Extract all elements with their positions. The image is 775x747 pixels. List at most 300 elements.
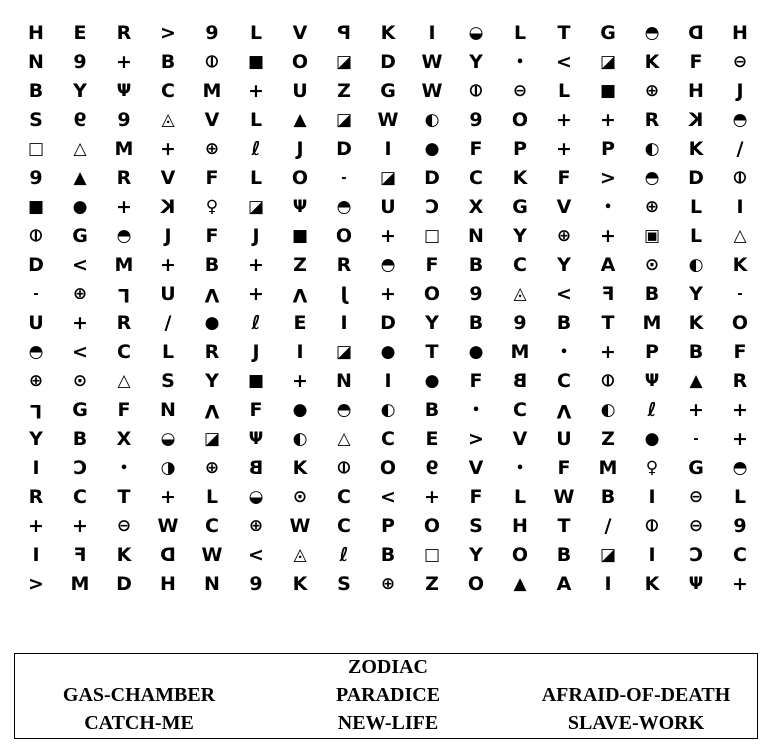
cipher-cell: ● — [292, 400, 308, 420]
cipher-cell: S — [161, 370, 175, 392]
cipher-cell: F — [73, 544, 87, 566]
cipher-cell: ● — [424, 139, 440, 159]
cipher-cell: + — [556, 138, 572, 160]
word-gas-chamber: GAS-CHAMBER — [62, 684, 216, 706]
cipher-cell: F — [469, 138, 483, 160]
cipher-cell: M — [114, 254, 134, 276]
cipher-cell: I — [32, 544, 40, 566]
cipher-cell: G — [512, 196, 528, 218]
cipher-cell: ▲ — [293, 110, 307, 130]
cipher-cell: C — [469, 167, 483, 189]
cipher-cell: O — [423, 515, 441, 537]
cipher-cell: B — [644, 283, 660, 305]
cipher-cell: X — [116, 428, 132, 450]
cipher-cell: ⦶ — [337, 458, 351, 478]
cipher-cell: ⊕ — [204, 458, 220, 478]
cipher-cell: O — [731, 312, 749, 334]
cipher-cell: Ψ — [292, 197, 308, 217]
cipher-cell: D — [160, 544, 176, 566]
cipher-cell: ■ — [247, 371, 265, 391]
cipher-cell: G — [72, 399, 88, 421]
cipher-cell: ⊕ — [204, 139, 220, 159]
cipher-cell: C — [73, 457, 87, 479]
cipher-cell: Y — [425, 312, 439, 334]
cipher-cell: ◑ — [160, 458, 176, 478]
cipher-cell: ⊖ — [512, 81, 528, 101]
cipher-cell: K — [380, 22, 396, 44]
word-slave-work: SLAVE-WORK — [567, 712, 705, 734]
word-new-life: NEW-LIFE — [337, 712, 439, 734]
cipher-cell: U — [160, 283, 176, 305]
cipher-cell: ● — [644, 429, 660, 449]
cipher-cell: △ — [337, 429, 351, 449]
cipher-cell: 9 — [513, 312, 527, 334]
cipher-cell: J — [736, 80, 744, 102]
cipher-cell: F — [117, 399, 131, 421]
cipher-cell: P — [601, 138, 615, 160]
cipher-cell: B — [72, 428, 88, 450]
cipher-cell: ℓ — [251, 312, 261, 334]
cipher-cell: G — [600, 22, 616, 44]
cipher-cell: M — [202, 80, 222, 102]
cipher-cell: S — [469, 515, 483, 537]
cipher-cell: C — [733, 544, 747, 566]
cipher-cell: B — [204, 254, 220, 276]
cipher-cell: A — [556, 573, 572, 595]
cipher-cell: K — [512, 167, 528, 189]
cipher-cell: ◪ — [335, 110, 353, 130]
cipher-cell: R — [644, 109, 660, 131]
word-zodiac: ZODIAC — [347, 656, 429, 678]
cipher-cell: 9 — [249, 573, 263, 595]
cipher-cell: □ — [423, 226, 441, 246]
cipher-cell: 9 — [469, 283, 483, 305]
cipher-cell: - — [33, 287, 39, 302]
cipher-cell: W — [289, 515, 311, 537]
cipher-cell: 9 — [733, 515, 747, 537]
cipher-cell: B — [160, 51, 176, 73]
cipher-cell: R — [116, 22, 132, 44]
cipher-cell: F — [249, 399, 263, 421]
cipher-cell: Y — [557, 254, 571, 276]
cipher-cell: N — [204, 573, 220, 595]
cipher-cell: H — [732, 22, 748, 44]
cipher-cell: K — [732, 254, 748, 276]
cipher-cell: L — [513, 486, 527, 508]
cipher-cell: K — [160, 196, 176, 218]
cipher-cell: L — [249, 167, 263, 189]
cipher-cell: P — [513, 138, 527, 160]
cipher-cell: C — [161, 80, 175, 102]
cipher-cell: ⊕ — [380, 574, 396, 594]
cipher-cell: H — [688, 80, 704, 102]
cipher-cell: M — [642, 312, 662, 334]
cipher-cell: B — [600, 486, 616, 508]
cipher-cell: + — [116, 51, 132, 73]
cipher-cell: ■ — [27, 197, 45, 217]
cipher-cell: / — [736, 138, 744, 160]
cipher-cell: M — [70, 573, 90, 595]
cipher-cell: ● — [424, 371, 440, 391]
cipher-cell: > — [468, 428, 484, 450]
cipher-cell: W — [201, 544, 223, 566]
cipher-cell: F — [469, 486, 483, 508]
cipher-cell: T — [117, 486, 131, 508]
cipher-cell: C — [689, 544, 703, 566]
cipher-cell: ▲ — [689, 371, 703, 391]
cipher-cell: 9 — [425, 457, 439, 479]
cipher-cell: W — [421, 80, 443, 102]
cipher-cell: D — [28, 254, 44, 276]
cipher-cell: G — [72, 225, 88, 247]
cipher-cell: ◪ — [599, 52, 617, 72]
cipher-cell: L — [689, 196, 703, 218]
cipher-cell: I — [384, 370, 392, 392]
cipher-cell: + — [556, 109, 572, 131]
cipher-cell: P — [381, 515, 395, 537]
cipher-cell: F — [601, 283, 615, 305]
cipher-cell: + — [248, 254, 264, 276]
cipher-cell: H — [28, 22, 44, 44]
cipher-grid — [14, 19, 762, 599]
word-paradice: PARADICE — [335, 684, 441, 706]
cipher-cell: + — [380, 225, 396, 247]
cipher-cell: ◪ — [335, 52, 353, 72]
cipher-cell: V — [556, 196, 572, 218]
cipher-cell: ⊕ — [28, 371, 44, 391]
cipher-cell: + — [116, 196, 132, 218]
cipher-cell: > — [28, 573, 44, 595]
cipher-cell: • — [471, 403, 481, 418]
cipher-cell: E — [73, 22, 87, 44]
cipher-cell: ◓ — [732, 110, 748, 130]
cipher-cell: + — [600, 225, 616, 247]
cipher-cell: O — [291, 51, 309, 73]
cipher-cell: C — [117, 341, 131, 363]
cipher-cell: ⦶ — [469, 81, 483, 101]
cipher-cell: I — [648, 544, 656, 566]
cipher-cell: E — [293, 312, 307, 334]
cipher-cell: ● — [468, 342, 484, 362]
cipher-cell: O — [291, 167, 309, 189]
cipher-cell: R — [732, 370, 748, 392]
cipher-cell: F — [557, 167, 571, 189]
cipher-cell: + — [160, 138, 176, 160]
cipher-cell: L — [689, 225, 703, 247]
cipher-cell: D — [688, 167, 704, 189]
cipher-cell: + — [380, 283, 396, 305]
cipher-cell: C — [513, 399, 527, 421]
cipher-cell: V — [468, 457, 484, 479]
cipher-cell: - — [341, 171, 347, 186]
cipher-cell: F — [469, 370, 483, 392]
cipher-cell: Ψ — [688, 574, 704, 594]
cipher-cell: L — [249, 109, 263, 131]
cipher-cell: ◪ — [379, 168, 397, 188]
cipher-cell: - — [693, 432, 699, 447]
cipher-cell: O — [335, 225, 353, 247]
cipher-cell: 9 — [73, 51, 87, 73]
cipher-cell: ■ — [599, 81, 617, 101]
cipher-cell: ◐ — [380, 400, 396, 420]
cipher-cell: Y — [29, 428, 43, 450]
cipher-cell: ◬ — [513, 284, 527, 304]
cipher-cell: F — [733, 341, 747, 363]
cipher-cell: ⊕ — [644, 197, 660, 217]
cipher-cell: I — [648, 486, 656, 508]
cipher-cell: D — [380, 312, 396, 334]
cipher-cell: + — [732, 573, 748, 595]
cipher-cell: K — [644, 51, 660, 73]
cipher-cell: K — [688, 109, 704, 131]
cipher-cell: F — [205, 225, 219, 247]
cipher-cell: D — [380, 51, 396, 73]
cipher-cell: I — [736, 196, 744, 218]
word-afraid-of-death: AFRAID-OF-DEATH — [541, 684, 731, 706]
cipher-cell: ◓ — [644, 168, 660, 188]
cipher-cell: △ — [733, 226, 747, 246]
cipher-cell: ⊖ — [688, 516, 704, 536]
cipher-cell: ◐ — [292, 429, 308, 449]
cipher-cell: F — [205, 167, 219, 189]
cipher-cell: Z — [293, 254, 307, 276]
cipher-cell: ● — [380, 342, 396, 362]
cipher-cell: ⦶ — [29, 226, 43, 246]
cipher-cell: ◪ — [335, 342, 353, 362]
cipher-cell: Ψ — [644, 371, 660, 391]
cipher-cell: B — [424, 399, 440, 421]
cipher-cell: ◐ — [644, 139, 660, 159]
cipher-cell: G — [688, 457, 704, 479]
cipher-cell: C — [381, 428, 395, 450]
cipher-cell: ● — [72, 197, 88, 217]
cipher-cell: Ψ — [116, 81, 132, 101]
cipher-cell: ⊖ — [116, 516, 132, 536]
cipher-cell: △ — [117, 371, 131, 391]
cipher-cell: < — [248, 544, 264, 566]
cipher-cell: C — [337, 515, 351, 537]
cipher-cell: ◓ — [28, 342, 44, 362]
cipher-cell: ◒ — [468, 23, 484, 43]
cipher-cell: S — [29, 109, 43, 131]
cipher-cell: • — [515, 55, 525, 70]
cipher-cell: K — [292, 457, 308, 479]
cipher-cell: C — [337, 486, 351, 508]
cipher-cell: > — [600, 167, 616, 189]
cipher-cell: • — [603, 200, 613, 215]
word-list-box — [14, 653, 758, 739]
cipher-cell: + — [28, 515, 44, 537]
cipher-cell: B — [512, 370, 528, 392]
cipher-cell: + — [292, 370, 308, 392]
cipher-cell: • — [559, 345, 569, 360]
cipher-cell: ♀ — [645, 458, 659, 478]
cipher-cell: T — [557, 515, 571, 537]
cipher-cell: 9 — [205, 22, 219, 44]
cipher-cell: O — [511, 544, 529, 566]
cipher-cell: N — [28, 51, 44, 73]
cipher-cell: G — [380, 80, 396, 102]
cipher-cell: L — [733, 486, 747, 508]
cipher-cell: ⊖ — [732, 52, 748, 72]
cipher-cell: + — [732, 428, 748, 450]
cipher-cell: R — [116, 312, 132, 334]
cipher-cell: L — [205, 486, 219, 508]
cipher-cell: K — [116, 544, 132, 566]
cipher-cell: ⊙ — [72, 371, 88, 391]
cipher-cell: O — [511, 109, 529, 131]
cipher-cell: V — [204, 284, 220, 306]
cipher-cell: ◬ — [161, 110, 175, 130]
cipher-cell: + — [688, 399, 704, 421]
cipher-cell: Y — [469, 51, 483, 73]
cipher-cell: B — [688, 341, 704, 363]
cipher-cell: H — [160, 573, 176, 595]
cipher-cell: I — [604, 573, 612, 595]
cipher-cell: W — [553, 486, 575, 508]
cipher-cell: + — [160, 486, 176, 508]
cipher-cell: N — [336, 370, 352, 392]
cipher-cell: ◐ — [600, 400, 616, 420]
cipher-cell: ⊙ — [644, 255, 660, 275]
cipher-cell: M — [114, 138, 134, 160]
cipher-cell: V — [204, 400, 220, 422]
cipher-cell: B — [380, 544, 396, 566]
cipher-cell: / — [164, 312, 172, 334]
cipher-cell: P — [645, 341, 659, 363]
cipher-cell: □ — [423, 545, 441, 565]
cipher-cell: < — [556, 283, 572, 305]
cipher-cell: ⊕ — [72, 284, 88, 304]
cipher-cell: V — [292, 284, 308, 306]
cipher-cell: I — [32, 457, 40, 479]
cipher-cell: V — [556, 400, 572, 422]
cipher-cell: N — [160, 399, 176, 421]
cipher-cell: M — [598, 457, 618, 479]
cipher-cell: - — [737, 287, 743, 302]
cipher-cell: C — [205, 515, 219, 537]
cipher-cell: R — [336, 254, 352, 276]
cipher-cell: J — [252, 225, 260, 247]
cipher-cell: ◐ — [688, 255, 704, 275]
cipher-cell: □ — [27, 139, 45, 159]
cipher-cell: O — [379, 457, 397, 479]
cipher-cell: ⊕ — [556, 226, 572, 246]
cipher-cell: ♀ — [205, 197, 219, 217]
cipher-cell: + — [160, 254, 176, 276]
cipher-cell: ℓ — [647, 399, 657, 421]
cipher-cell: K — [292, 573, 308, 595]
cipher-cell: B — [556, 544, 572, 566]
cipher-cell: 9 — [73, 109, 87, 131]
cipher-cell: 9 — [117, 109, 131, 131]
cipher-cell: B — [556, 312, 572, 334]
cipher-cell: Y — [689, 283, 703, 305]
cipher-cell: L — [29, 400, 43, 422]
cipher-cell: ◒ — [160, 429, 176, 449]
cipher-cell: ⦶ — [601, 371, 615, 391]
cipher-cell: ⦶ — [733, 168, 747, 188]
cipher-cell: B — [468, 312, 484, 334]
cipher-cell: H — [512, 515, 528, 537]
cipher-cell: ◪ — [203, 429, 221, 449]
cipher-cell: > — [160, 22, 176, 44]
cipher-cell: U — [556, 428, 572, 450]
cipher-cell: T — [425, 341, 439, 363]
cipher-cell: + — [600, 109, 616, 131]
cipher-cell: ◓ — [380, 255, 396, 275]
cipher-cell: ◓ — [336, 400, 352, 420]
cipher-cell: ■ — [291, 226, 309, 246]
cipher-cell: Y — [469, 544, 483, 566]
cipher-cell: Y — [513, 225, 527, 247]
cipher-cell: + — [72, 312, 88, 334]
cipher-cell: B — [468, 254, 484, 276]
cipher-cell: T — [557, 22, 571, 44]
cipher-cell: + — [424, 486, 440, 508]
cipher-cell: ▲ — [513, 574, 527, 594]
cipher-cell: W — [157, 515, 179, 537]
cipher-cell: D — [688, 22, 704, 44]
cipher-cell: ⊖ — [688, 487, 704, 507]
cipher-cell: ◪ — [247, 197, 265, 217]
cipher-cell: V — [292, 22, 308, 44]
cipher-cell: K — [644, 573, 660, 595]
cipher-cell: U — [28, 312, 44, 334]
cipher-cell: ◐ — [424, 110, 440, 130]
cipher-cell: K — [688, 312, 704, 334]
cipher-cell: Y — [73, 80, 87, 102]
cipher-cell: ℓ — [251, 138, 261, 160]
cipher-cell: ◒ — [248, 487, 264, 507]
cipher-cell: D — [336, 138, 352, 160]
cipher-cell: T — [601, 312, 615, 334]
cipher-cell: C — [73, 486, 87, 508]
cipher-cell: ⦶ — [645, 516, 659, 536]
cipher-cell: C — [513, 254, 527, 276]
cipher-cell: ⊕ — [644, 81, 660, 101]
cipher-cell: L — [513, 22, 527, 44]
cipher-cell: F — [689, 51, 703, 73]
cipher-cell: ⊙ — [292, 487, 308, 507]
cipher-cell: J — [340, 283, 348, 305]
cipher-cell: W — [421, 51, 443, 73]
cipher-cell: • — [119, 461, 129, 476]
cipher-cell: B — [248, 457, 264, 479]
cipher-cell: ▣ — [643, 226, 661, 246]
cipher-cell: A — [600, 254, 616, 276]
cipher-cell: Z — [601, 428, 615, 450]
cipher-cell: N — [468, 225, 484, 247]
cipher-cell: P — [337, 22, 351, 44]
cipher-cell: < — [72, 341, 88, 363]
cipher-cell: + — [732, 399, 748, 421]
cipher-cell: L — [117, 284, 131, 306]
cipher-cell: J — [164, 225, 172, 247]
cipher-cell: V — [512, 428, 528, 450]
cipher-cell: U — [380, 196, 396, 218]
cipher-cell: I — [428, 22, 436, 44]
cipher-cell: D — [116, 573, 132, 595]
cipher-cell: O — [423, 283, 441, 305]
cipher-cell: • — [515, 461, 525, 476]
cipher-cell: < — [380, 486, 396, 508]
cipher-cell: V — [204, 109, 220, 131]
cipher-cell: △ — [73, 139, 87, 159]
cipher-cell: ● — [204, 313, 220, 333]
cipher-cell: J — [252, 341, 260, 363]
cipher-cell: J — [296, 138, 304, 160]
